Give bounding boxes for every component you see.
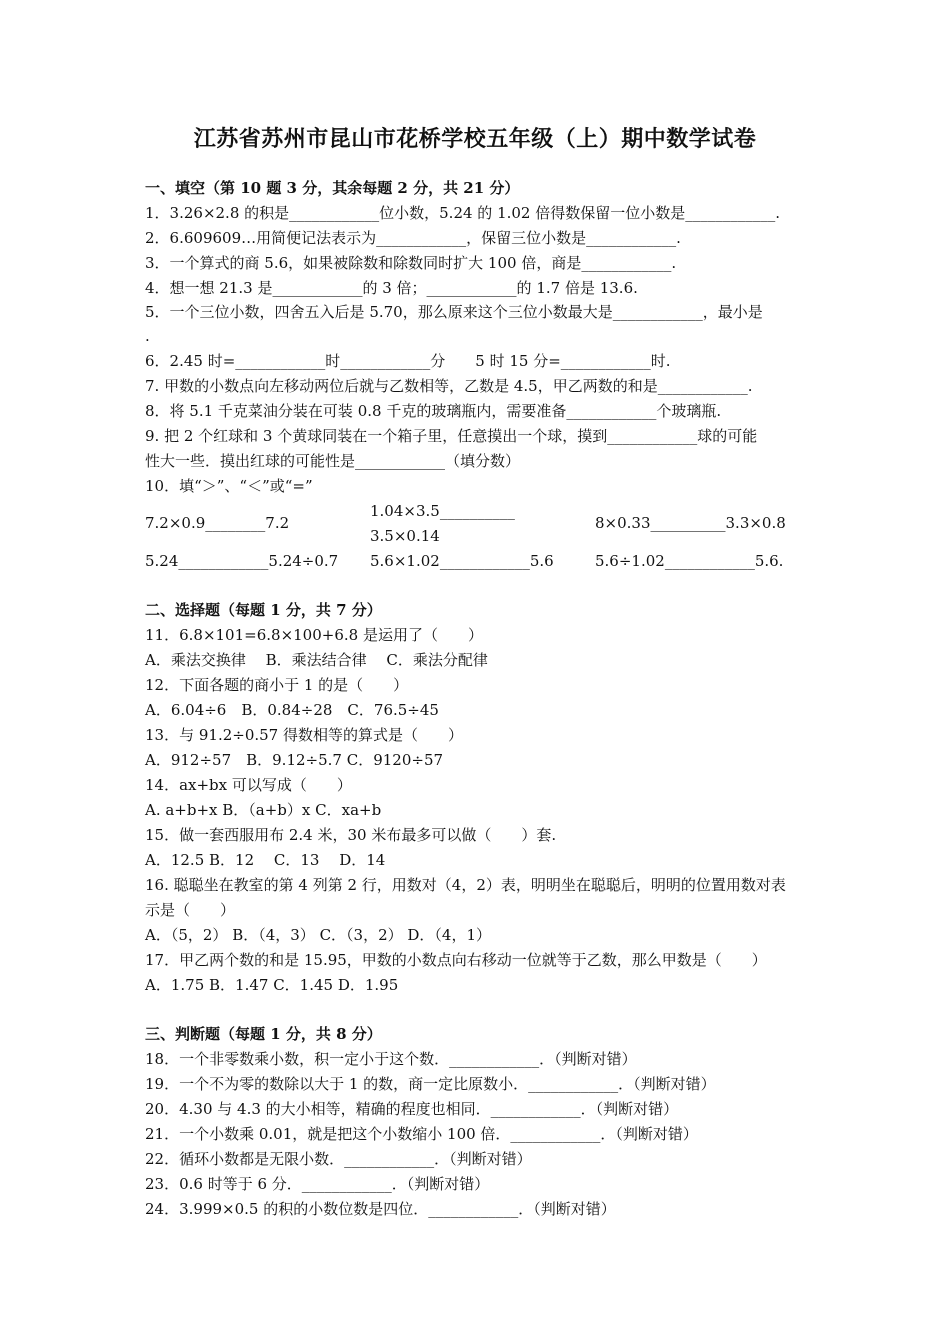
question-15: 15．做一套西服用布 2.4 米，30 米布最多可以做（ ）套. (145, 826, 557, 844)
question-10: 10．填“＞”、“＜”或“=” (145, 477, 313, 495)
question-24: 24．3.999×0.5 的积的小数位数是四位．____________．（判断对错） (145, 1200, 616, 1218)
compare-r1c3: 8×0.33__________3.3×0.8 (595, 514, 786, 532)
question-13: 13．与 91.2÷0.57 得数相等的算式是（ ） (145, 726, 463, 744)
compare-r1c1: 7.2×0.9________7.2 (145, 514, 290, 532)
question-11: 11．6.8×101=6.8×100+6.8 是运用了（ ） (145, 626, 483, 644)
question-5-continued: . (145, 327, 150, 345)
question-12: 12．下面各题的商小于 1 的是（ ） (145, 676, 409, 694)
question-16: 16. 聪聪坐在教室的第 4 列第 2 行，用数对（4，2）表，明明坐在聪聪后，明明的位置用数对表 (145, 876, 786, 894)
compare-r2c2: 5.6×1.02____________5.6 (370, 552, 554, 570)
question-9: 9. 把 2 个红球和 3 个黄球同装在一个箱子里，任意摸出一个球，摸到____________球的可能 (145, 427, 758, 445)
section-2-heading: 二、选择题（每题 1 分，共 7 分） (145, 601, 382, 619)
question-11-options: A．乘法交换律 B．乘法结合律 C．乘法分配律 (145, 651, 488, 669)
page-title: 江苏省苏州市昆山市花桥学校五年级（上）期中数学试卷 (193, 126, 757, 152)
compare-r1c2a: 1.04×3.5__________ (370, 502, 515, 520)
question-8: 8．将 5.1 千克菜油分装在可装 0.8 千克的玻璃瓶内，需要准备____________个玻璃瓶. (145, 402, 722, 420)
question-2: 2．6.609609…用简便记法表示为____________，保留三位小数是____________. (145, 229, 681, 247)
question-9-continued: 性大一些．摸出红球的可能性是____________（填分数） (145, 452, 521, 470)
question-13-options: A．912÷57 B．9.12÷5.7 C．9120÷57 (145, 751, 444, 769)
question-3: 3．一个算式的商 5.6，如果被除数和除数同时扩大 100 倍，商是____________. (145, 254, 677, 272)
question-16-continued: 示是（ ） (145, 901, 236, 919)
section-3-heading: 三、判断题（每题 1 分，共 8 分） (145, 1025, 382, 1043)
compare-r1c2b: 3.5×0.14 (370, 527, 440, 545)
question-15-options: A．12.5 B．12 C．13 D．14 (145, 851, 386, 869)
question-16-options: A．（5，2） B．（4，3） C．（3，2） D．（4，1） (145, 926, 492, 944)
question-14: 14．ax+bx 可以写成（ ） (145, 776, 352, 794)
section-1-heading: 一、填空（第 10 题 3 分，其余每题 2 分，共 21 分） (145, 179, 520, 197)
question-18: 18．一个非零数乘小数，积一定小于这个数．____________．（判断对错） (145, 1050, 637, 1068)
question-19: 19．一个不为零的数除以大于 1 的数，商一定比原数小．____________．（判断对错） (145, 1075, 716, 1093)
question-12-options: A．6.04÷6 B．0.84÷28 C．76.5÷45 (145, 701, 439, 719)
question-21: 21．一个小数乘 0.01，就是把这个小数缩小 100 倍．____________．（判断对错） (145, 1125, 698, 1143)
question-20: 20．4.30 与 4.3 的大小相等，精确的程度也相同．____________．（判断对错） (145, 1100, 679, 1118)
question-5: 5．一个三位小数，四舍五入后是 5.70，那么原来这个三位小数最大是____________，最小是 (145, 303, 763, 321)
question-17: 17．甲乙两个数的和是 15.95，甲数的小数点向右移动一位就等于乙数，那么甲数是（ ） (145, 951, 767, 969)
compare-r2c1: 5.24____________5.24÷0.7 (145, 552, 339, 570)
question-17-options: A．1.75 B．1.47 C．1.45 D．1.95 (145, 976, 399, 994)
question-4: 4．想一想 21.3 是____________的 3 倍；____________的 1.7 倍是 13.6. (145, 279, 638, 297)
question-22: 22．循环小数都是无限小数．____________．（判断对错） (145, 1150, 532, 1168)
question-14-options: A. a+b+x B．（a+b）x C．xa+b (145, 801, 382, 819)
compare-r2c3: 5.6÷1.02____________5.6. (595, 552, 784, 570)
question-23: 23．0.6 时等于 6 分．____________．（判断对错） (145, 1175, 490, 1193)
question-1: 1．3.26×2.8 的积是____________位小数，5.24 的 1.02 倍得数保留一位小数是____________. (145, 204, 781, 222)
question-7: 7. 甲数的小数点向左移动两位后就与乙数相等，乙数是 4.5，甲乙两数的和是____________. (145, 377, 753, 395)
question-6: 6．2.45 时=____________时____________分 5 时 15 分=____________时. (145, 352, 671, 370)
